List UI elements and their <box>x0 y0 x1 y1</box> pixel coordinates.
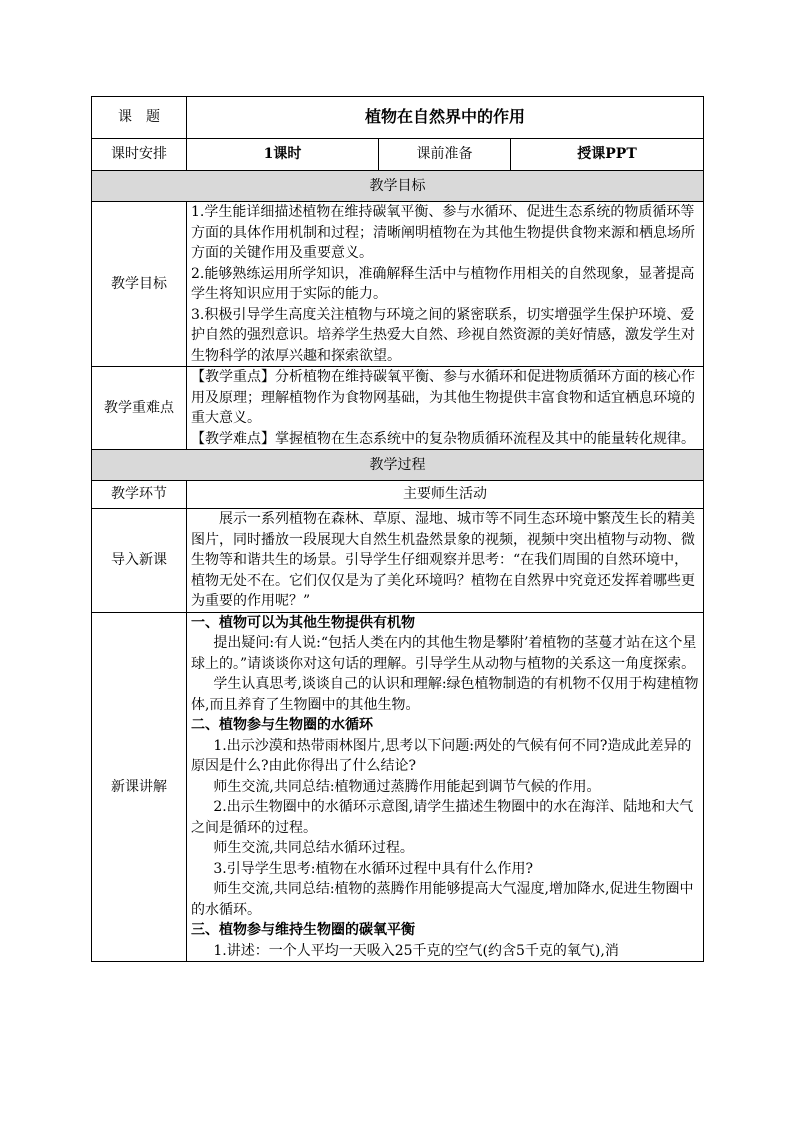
intro-text: 展示一系列植物在森林、草原、湿地、城市等不同生态环境中繁茂生长的精美图片，同时播放一段展现大自然生机盎然景象的视频，视频中突出植物与动物、微生物等和谐共生的场景。引导学生仔细观察并思考：“在我们周围的自然环境中，植物无处不在。它们仅仅是为了美化环境吗？植物在自然界中究竟还发挥着哪些更为重要的作用呢？” <box>191 511 695 609</box>
schedule-label: 课时安排 <box>92 139 187 171</box>
title-row <box>92 97 704 139</box>
title-label: 课 题 <box>92 97 187 139</box>
goals-row <box>92 202 704 367</box>
paragraph: 学生认真思考,谈谈自己的认识和理解:绿色植物制造的有机物不仅用于构建植物体,而且养育了生物圈中的其他生物。 <box>191 676 699 713</box>
goals-label: 教学目标 <box>92 202 187 367</box>
intro-content <box>187 509 704 613</box>
paragraph: 师生交流,共同总结水循环过程。 <box>213 840 414 856</box>
paragraph: 师生交流,共同总结:植物通过蒸腾作用能起到调节气候的作用。 <box>213 778 601 795</box>
intro-row <box>92 509 704 613</box>
process-section-title: 教学过程 <box>92 450 704 481</box>
goal-item: 2.能够熟练运用所学知识，准确解释生活中与植物作用相关的自然现象，显著提高学生将知识应用于实际的能力。 <box>191 265 695 302</box>
process-section-header <box>92 450 704 481</box>
new-lesson-content <box>187 612 704 962</box>
lesson-hours: 1课时 <box>187 139 379 171</box>
schedule-row <box>92 139 704 171</box>
paragraph: 3.引导学生思考:植物在水循环过程中具有什么作用? <box>213 860 533 877</box>
paragraph: 提出疑问:有人说:“包括人类在内的其他生物是攀附’着植物的茎蔓才站在这个星球上的。”请谈谈你对这句话的理解。引导学生从动物与植物的关系这一角度探索。 <box>191 635 697 672</box>
key-point: 【教学重点】分析植物在维持碳氧平衡、参与水循环和促进物质循环方面的核心作用及原理；理解植物作为食物网基础，为其他生物提供丰富食物和适宜栖息环境的重大意义。 <box>191 369 695 426</box>
goals-section-header <box>92 171 704 202</box>
goal-item: 1.学生能详细描述植物在维持碳氧平衡、参与水循环、促进生态系统的物质循环等方面的具体作用机制和过程；清晰阐明植物在为其他生物提供食物来源和栖息场所方面的关键作用及重要意义。 <box>191 204 695 261</box>
paragraph: 师生交流,共同总结:植物的蒸腾作用能够提高大气湿度,增加降水,促进生物圈中的水循环。 <box>191 881 694 918</box>
goal-item: 3.积极引导学生高度关注植物与环境之间的紧密联系，切实增强学生保护环境、爱护自然的强烈意识。培养学生热爱大自然、珍视自然资源的美好情感，激发学生对生物科学的浓厚兴趣和探索欲望。 <box>191 306 695 364</box>
goals-content <box>187 202 704 367</box>
lesson-plan-table <box>91 96 704 962</box>
key-points-content <box>187 367 704 450</box>
lesson-title: 植物在自然界中的作用 <box>187 97 704 139</box>
goals-section-title: 教学目标 <box>92 171 704 202</box>
intro-label: 导入新课 <box>92 509 187 613</box>
section-heading: 三、植物参与维持生物圈的碳氧平衡 <box>191 922 415 938</box>
prep-value: 授课PPT <box>511 139 704 171</box>
section-heading: 二、植物参与生物圈的水循环 <box>191 717 373 733</box>
new-lesson-row <box>92 612 704 962</box>
prep-label: 课前准备 <box>379 139 511 171</box>
key-points-label: 教学重难点 <box>92 367 187 450</box>
paragraph: 1.出示沙漠和热带雨林图片,思考以下问题:两处的气候有何不同?造成此差异的原因是什么?由此你得出了什么结论? <box>191 737 692 774</box>
process-col-activity: 主要师生活动 <box>187 481 704 509</box>
paragraph: 2.出示生物圈中的水循环示意图,请学生描述生物圈中的水在海洋、陆地和大气之间是循环的过程。 <box>191 799 694 836</box>
key-points-row <box>92 367 704 450</box>
new-lesson-label: 新课讲解 <box>92 612 187 962</box>
process-col-stage: 教学环节 <box>92 481 187 509</box>
section-heading: 一、植物可以为其他生物提供有机物 <box>191 614 415 631</box>
process-header-row <box>92 481 704 509</box>
difficult-point: 【教学难点】掌握植物在生态系统中的复杂物质循环流程及其中的能量转化规律。 <box>191 430 695 447</box>
paragraph: 1.讲述：一个人平均一天吸入25千克的空气(约含5千克的氧气),消 <box>213 942 619 959</box>
